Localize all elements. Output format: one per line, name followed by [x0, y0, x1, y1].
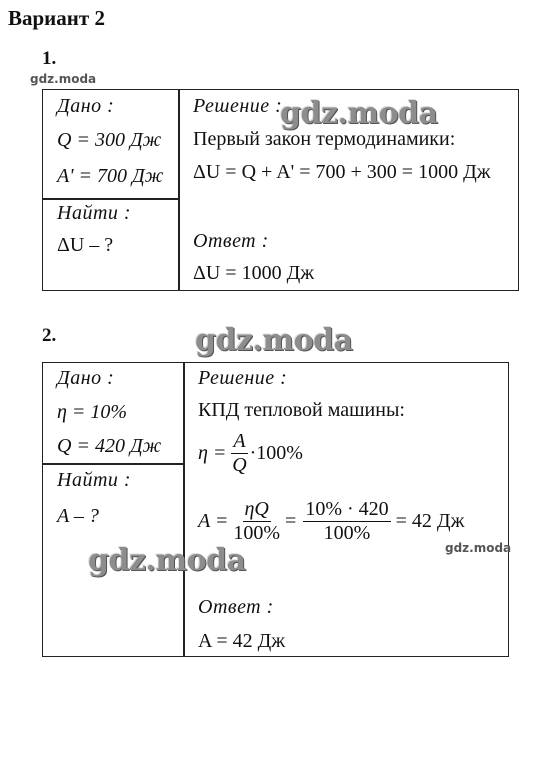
formula-lhs: η = — [198, 442, 227, 464]
find-label: Найти : — [57, 202, 132, 224]
watermark-small: gdz.moda — [445, 541, 512, 555]
watermark-logo: gdz.moda — [88, 543, 246, 578]
problem-2-divider-horizontal — [42, 463, 184, 465]
efficiency-formula — [198, 431, 303, 476]
fraction-denominator: 100% — [233, 522, 281, 544]
problem-1-divider-vertical — [178, 89, 180, 291]
equals-sign: = — [285, 510, 297, 532]
watermark-logo: gdz.moda — [195, 323, 353, 358]
solution-label: Решение : — [198, 367, 288, 389]
work-formula — [198, 499, 464, 544]
given-eta: η = 10% — [57, 401, 128, 423]
fraction-numerator: 10% · 420 — [305, 498, 389, 520]
fraction-denominator: Q — [232, 454, 247, 476]
problem-2-divider-vertical — [183, 362, 185, 657]
answer-value: A = 42 Дж — [198, 630, 286, 652]
watermark-small: gdz.moda — [30, 72, 97, 86]
given-a: A' = 700 Дж — [57, 165, 164, 187]
fraction-denominator: 100% — [323, 522, 371, 544]
given-label: Дано : — [57, 367, 115, 389]
find-value: ΔU – ? — [57, 234, 114, 256]
fraction-numerator: A — [233, 430, 246, 452]
problem-2-number: 2. — [42, 325, 57, 346]
solution-label: Решение : — [193, 95, 283, 117]
answer-label: Ответ : — [193, 230, 269, 252]
given-q: Q = 420 Дж — [57, 435, 162, 457]
formula-lhs: A = — [198, 510, 229, 532]
fraction-numerator: ηQ — [244, 498, 269, 520]
fraction — [303, 499, 390, 544]
find-label: Найти : — [57, 469, 132, 491]
formula-tail: ·100% — [249, 442, 303, 464]
answer-value: ΔU = 1000 Дж — [193, 262, 315, 284]
answer-label: Ответ : — [198, 596, 274, 618]
problem-1-number: 1. — [42, 48, 57, 69]
fraction — [231, 431, 247, 476]
formula-result: = 42 Дж — [395, 510, 465, 532]
page-title: Вариант 2 — [8, 6, 105, 30]
given-label: Дано : — [57, 95, 115, 117]
find-value: A – ? — [57, 505, 99, 527]
equation: ΔU = Q + A' = 700 + 300 = 1000 Дж — [193, 161, 491, 183]
kpd-text: КПД тепловой машины: — [198, 399, 405, 421]
law-text: Первый закон термодинамики: — [193, 128, 456, 150]
problem-1-divider-horizontal — [42, 198, 179, 200]
given-q: Q = 300 Дж — [57, 129, 162, 151]
watermark-logo: gdz.moda — [280, 96, 438, 131]
fraction — [233, 499, 280, 544]
